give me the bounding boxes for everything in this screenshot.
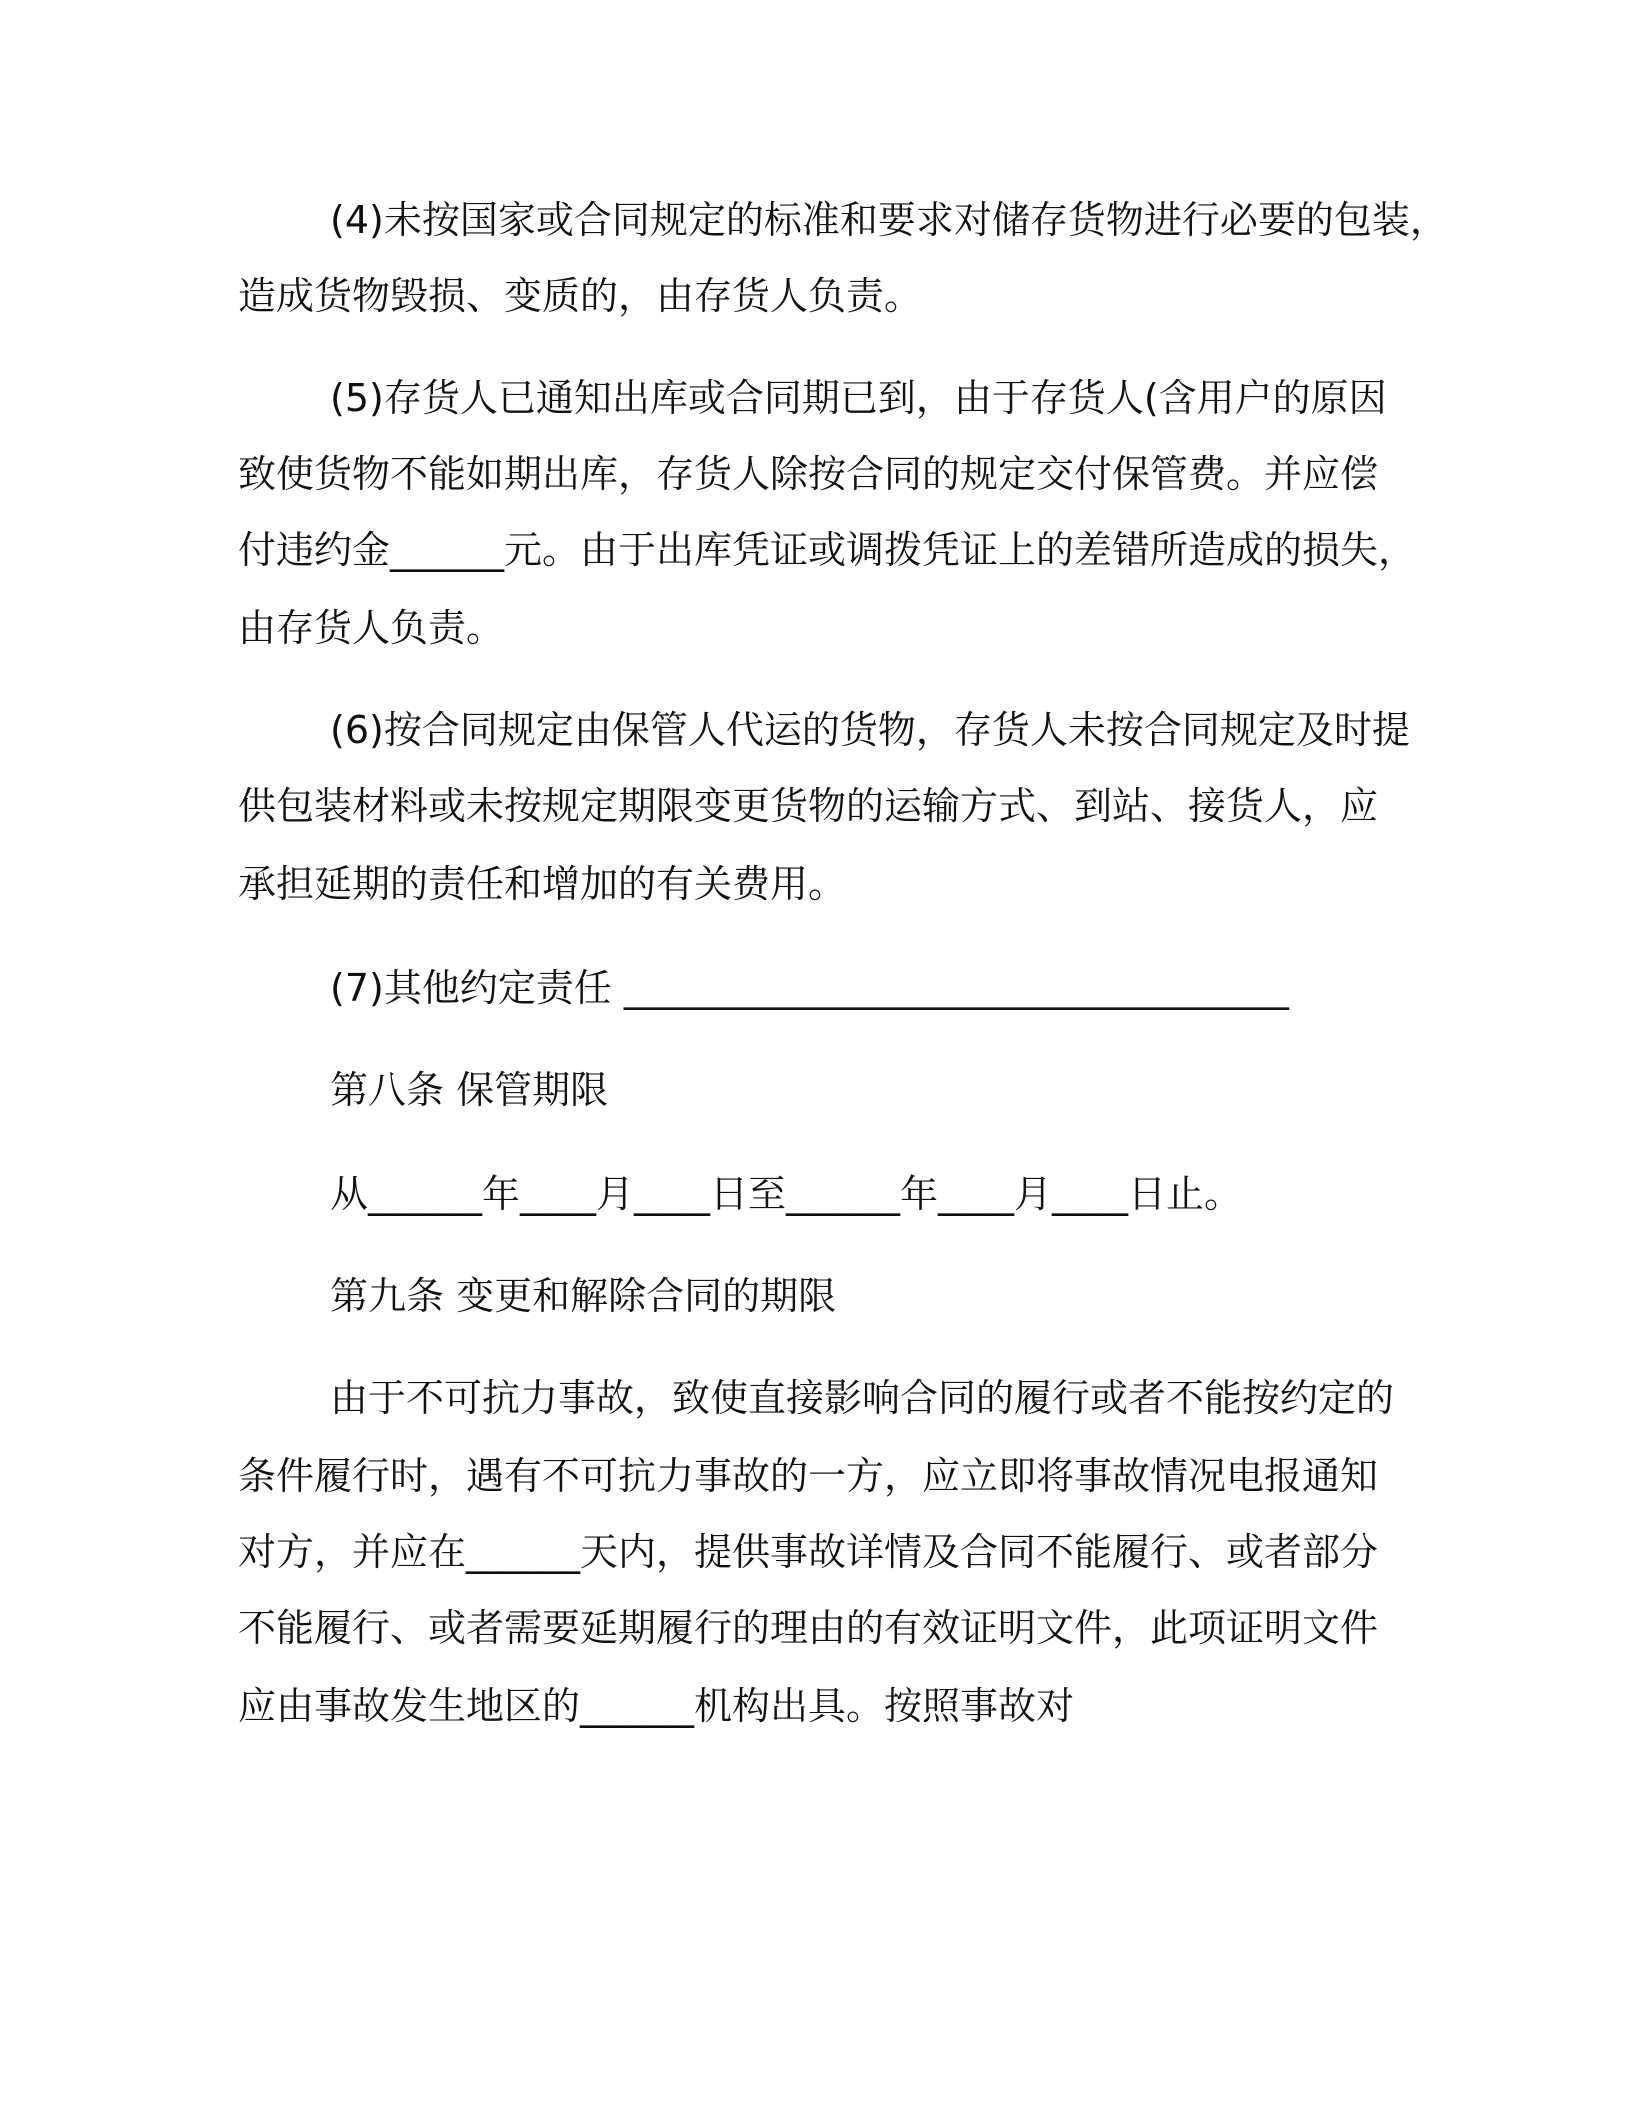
clause-5-line-4: 由存货人负责。	[238, 606, 505, 650]
clause-4-line-2: 造成货物毁损、变质的，由存货人负责。	[238, 274, 923, 318]
clause-7-line: (7)其他约定责任 ___________________________________	[330, 966, 1289, 1010]
clause-6-line-3: 承担延期的责任和增加的有关费用。	[238, 862, 847, 906]
clause-6-line-2: 供包装材料或未按规定期限变更货物的运输方式、到站、接货人，应	[238, 784, 1379, 828]
clause-5-line-3: 付违约金______元。由于出库凭证或调拨凭证上的差错所造成的损失，	[238, 528, 1417, 572]
clause-5-line-1: (5)存货人已通知出库或合同期已到，由于存货人(含用户的原因	[330, 376, 1387, 420]
article-9-line-2: 条件履行时，遇有不可抗力事故的一方，应立即将事故情况电报通知	[238, 1454, 1379, 1498]
clause-5-line-2: 致使货物不能如期出库，存货人除按合同的规定交付保管费。并应偿	[238, 452, 1379, 496]
article-8-period-line: 从______年____月____日至______年____月____日止。	[330, 1172, 1243, 1216]
article-8-heading: 第八条 保管期限	[330, 1068, 609, 1112]
article-9-line-5: 应由事故发生地区的______机构出具。按照事故对	[238, 1684, 1075, 1728]
clause-4-line-1: (4)未按国家或合同规定的标准和要求对储存货物进行必要的包装，	[330, 198, 1448, 242]
article-9-heading: 第九条 变更和解除合同的期限	[330, 1274, 837, 1318]
clause-6-line-1: (6)按合同规定由保管人代运的货物，存货人未按合同规定及时提	[330, 708, 1410, 752]
article-9-line-4: 不能履行、或者需要延期履行的理由的有效证明文件，此项证明文件	[238, 1606, 1379, 1650]
article-9-line-1: 由于不可抗力事故，致使直接影响合同的履行或者不能按约定的	[330, 1376, 1395, 1420]
article-9-line-3: 对方，并应在______天内，提供事故详情及合同不能履行、或者部分	[238, 1530, 1379, 1574]
